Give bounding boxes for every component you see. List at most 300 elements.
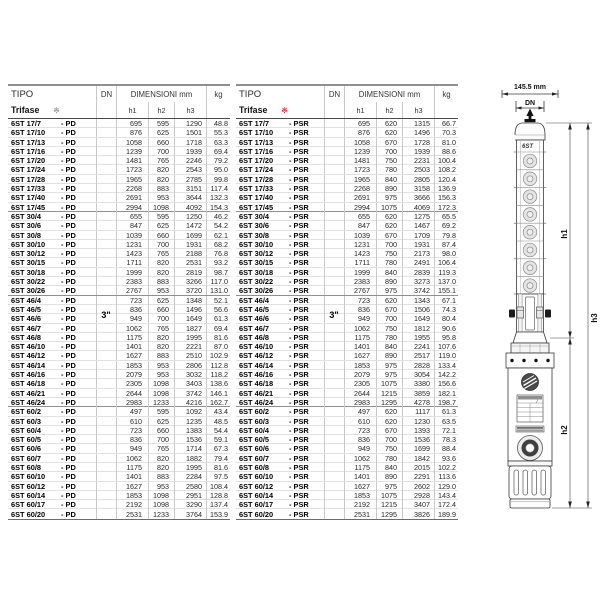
h3-cell: 2231 bbox=[402, 156, 434, 165]
dn-cell bbox=[324, 212, 344, 221]
h1-cell: 723 bbox=[116, 426, 148, 435]
h3-cell: 1995 bbox=[174, 463, 206, 472]
psr-dimension-table bbox=[236, 84, 458, 520]
dn-cell bbox=[324, 426, 344, 435]
h2-cell: 1215 bbox=[376, 500, 402, 509]
h1-cell: 2268 bbox=[344, 184, 376, 193]
kg-cell: 63.5 bbox=[434, 417, 458, 426]
h1-cell: 1853 bbox=[344, 491, 376, 500]
table-row bbox=[8, 324, 230, 333]
h3-cell: 1995 bbox=[174, 333, 206, 342]
table-row bbox=[236, 370, 458, 379]
h3-cell: 3290 bbox=[174, 500, 206, 509]
h3-cell: 2805 bbox=[402, 175, 434, 184]
type-cell: 6ST 17/10 - PSR bbox=[239, 128, 309, 138]
dn-cell bbox=[324, 128, 344, 137]
h3-cell: 3720 bbox=[174, 286, 206, 295]
h2-cell: 1075 bbox=[376, 379, 402, 388]
h3-cell: 4092 bbox=[174, 203, 206, 212]
kg-cell: 132.3 bbox=[206, 193, 230, 202]
h2-cell: 750 bbox=[376, 249, 402, 258]
h2-cell: 765 bbox=[148, 324, 174, 333]
dn-cell bbox=[96, 240, 116, 249]
type-cell: 6ST 60/7 - PSR bbox=[239, 453, 309, 463]
h3-cell: 1931 bbox=[402, 240, 434, 249]
column-header-kg: kg bbox=[206, 86, 230, 102]
h1-cell: 1481 bbox=[344, 156, 376, 165]
h2-cell: 780 bbox=[376, 454, 402, 463]
type-cell: 6ST 60/17 - PD bbox=[11, 500, 76, 510]
h1-cell: 1481 bbox=[116, 156, 148, 165]
table-row bbox=[8, 500, 230, 509]
type-cell: 6ST 46/18 - PD bbox=[11, 379, 76, 389]
kg-cell: 48.5 bbox=[206, 417, 230, 426]
dn-cell bbox=[324, 156, 344, 165]
h1-cell: 949 bbox=[344, 444, 376, 453]
h1-cell: 2268 bbox=[116, 184, 148, 193]
type-cell: 6ST 17/20 - PSR bbox=[239, 156, 309, 166]
column-header-h1: h1 bbox=[116, 102, 148, 118]
h2-cell: 700 bbox=[148, 240, 174, 249]
h2-cell: 1098 bbox=[148, 500, 174, 509]
h3-cell: 3273 bbox=[402, 277, 434, 286]
kg-cell: 99.8 bbox=[206, 175, 230, 184]
table-row bbox=[236, 444, 458, 453]
h2-cell: 750 bbox=[376, 324, 402, 333]
h3-cell: 3859 bbox=[402, 389, 434, 398]
dn-cell bbox=[96, 221, 116, 230]
h2-cell: 975 bbox=[376, 482, 402, 491]
h1-cell: 2079 bbox=[344, 370, 376, 379]
dn-cell bbox=[324, 342, 344, 351]
h2-cell: 953 bbox=[148, 361, 174, 370]
h1-cell: 1062 bbox=[344, 454, 376, 463]
h3-cell: 1343 bbox=[402, 296, 434, 305]
type-cell: 6ST 46/5 - PD bbox=[11, 304, 76, 314]
h2-cell: 660 bbox=[148, 305, 174, 314]
h1-cell: 2767 bbox=[116, 286, 148, 295]
dn-cell bbox=[324, 165, 344, 174]
warning-label bbox=[516, 426, 544, 432]
kg-cell: 52.1 bbox=[206, 296, 230, 305]
h3-cell: 3742 bbox=[402, 286, 434, 295]
h1-cell: 1965 bbox=[116, 175, 148, 184]
dn-cell bbox=[324, 482, 344, 491]
type-cell: 6ST 17/40 - PD bbox=[11, 193, 76, 203]
table-row bbox=[236, 165, 458, 174]
h3-cell: 1955 bbox=[402, 333, 434, 342]
table-row bbox=[8, 351, 230, 360]
table-row bbox=[8, 509, 230, 518]
dn-cell bbox=[324, 203, 344, 212]
dn-cell bbox=[96, 212, 116, 221]
h3-cell: 2531 bbox=[174, 258, 206, 267]
dn-cell bbox=[96, 147, 116, 156]
type-cell: 6ST 60/7 - PD bbox=[11, 453, 76, 463]
h2-cell: 765 bbox=[148, 156, 174, 165]
type-cell: 6ST 46/7 - PSR bbox=[239, 323, 309, 333]
kg-cell: 146.1 bbox=[206, 389, 230, 398]
h2-cell: 660 bbox=[148, 426, 174, 435]
type-cell: 6ST 60/8 - PD bbox=[11, 462, 76, 472]
h2-cell: 620 bbox=[376, 221, 402, 230]
type-cell: 6ST 30/18 - PSR bbox=[239, 267, 309, 277]
h3-cell: 1092 bbox=[174, 407, 206, 416]
kg-cell: 133.4 bbox=[434, 361, 458, 370]
dn-cell bbox=[96, 482, 116, 491]
type-cell: 6ST 46/4 - PD bbox=[11, 295, 76, 305]
h1-cell: 2531 bbox=[344, 509, 376, 518]
h3-cell: 3158 bbox=[402, 184, 434, 193]
h1-cell: 1627 bbox=[344, 482, 376, 491]
kg-cell: 102.2 bbox=[434, 463, 458, 472]
kg-cell: 98.0 bbox=[434, 249, 458, 258]
h3-cell: 3032 bbox=[174, 370, 206, 379]
type-cell: 6ST 17/13 - PD bbox=[11, 137, 76, 147]
dn-cell bbox=[324, 175, 344, 184]
kg-cell: 79.8 bbox=[434, 231, 458, 240]
kg-cell: 138.6 bbox=[206, 379, 230, 388]
h3-cell: 1117 bbox=[402, 407, 434, 416]
dn-cell bbox=[96, 333, 116, 342]
h3-cell: 2173 bbox=[402, 249, 434, 258]
footnote-symbol-red: ※ bbox=[281, 106, 288, 115]
dn-cell bbox=[324, 193, 344, 202]
h3-cell: 1939 bbox=[174, 147, 206, 156]
dn-cell bbox=[96, 156, 116, 165]
h3-cell: 2284 bbox=[174, 472, 206, 481]
h3-cell: 1235 bbox=[174, 417, 206, 426]
h3-label: h3 bbox=[590, 313, 599, 323]
h1-cell: 876 bbox=[344, 128, 376, 137]
table-row bbox=[236, 147, 458, 156]
nameplate bbox=[517, 395, 543, 422]
h2-cell: 953 bbox=[148, 193, 174, 202]
kg-cell: 120.4 bbox=[434, 175, 458, 184]
table-body bbox=[8, 119, 230, 519]
dn-cell bbox=[96, 296, 116, 305]
h2-cell: 620 bbox=[376, 128, 402, 137]
kg-cell: 80.4 bbox=[434, 314, 458, 323]
dn-cell bbox=[324, 444, 344, 453]
table-row bbox=[8, 407, 230, 416]
table-row bbox=[8, 361, 230, 370]
h3-cell: 3826 bbox=[402, 509, 434, 518]
h1-cell: 1401 bbox=[344, 342, 376, 351]
dn-cell bbox=[96, 128, 116, 137]
column-header-h3: h3 bbox=[174, 102, 206, 118]
kg-cell: 117.4 bbox=[206, 184, 230, 193]
h1-cell: 1401 bbox=[116, 472, 148, 481]
type-cell: 6ST 60/10 - PD bbox=[11, 472, 76, 482]
table-row bbox=[8, 231, 230, 240]
h1-cell: 1965 bbox=[344, 175, 376, 184]
h3-cell: 3666 bbox=[402, 193, 434, 202]
table-row bbox=[8, 138, 230, 147]
h2-cell: 625 bbox=[148, 296, 174, 305]
kg-cell: 62.1 bbox=[206, 231, 230, 240]
h1-cell: 1711 bbox=[344, 258, 376, 267]
h1-cell: 2994 bbox=[344, 203, 376, 212]
h2-label: h2 bbox=[560, 425, 569, 435]
dn-cell bbox=[324, 361, 344, 370]
h1-label: h1 bbox=[560, 229, 569, 239]
dn-cell bbox=[324, 435, 344, 444]
h1-cell: 2691 bbox=[344, 193, 376, 202]
dn-cell bbox=[324, 268, 344, 277]
h2-cell: 975 bbox=[376, 361, 402, 370]
h1-cell: 2983 bbox=[344, 398, 376, 407]
kg-cell: 137.0 bbox=[434, 277, 458, 286]
type-cell: 6ST 60/14 - PSR bbox=[239, 490, 309, 500]
h2-cell: 820 bbox=[148, 342, 174, 351]
h2-cell: 620 bbox=[376, 417, 402, 426]
kg-cell: 54.4 bbox=[206, 426, 230, 435]
h3-cell: 1496 bbox=[402, 128, 434, 137]
h2-cell: 1233 bbox=[148, 509, 174, 518]
kg-cell: 112.8 bbox=[206, 361, 230, 370]
h1-cell: 949 bbox=[116, 444, 148, 453]
h2-cell: 820 bbox=[148, 333, 174, 342]
table-row bbox=[8, 305, 230, 314]
type-cell: 6ST 46/14 - PD bbox=[11, 360, 76, 370]
h3-cell: 1827 bbox=[174, 324, 206, 333]
dn-cell bbox=[324, 258, 344, 267]
h2-cell: 1098 bbox=[148, 203, 174, 212]
kg-cell: 93.6 bbox=[434, 454, 458, 463]
h2-cell: 700 bbox=[376, 147, 402, 156]
dn-cell bbox=[96, 258, 116, 267]
h3-cell: 2828 bbox=[402, 361, 434, 370]
h1-cell: 497 bbox=[116, 407, 148, 416]
h3-cell: 1506 bbox=[402, 305, 434, 314]
h2-cell: 625 bbox=[148, 128, 174, 137]
h1-cell: 1058 bbox=[344, 138, 376, 147]
h3-cell: 4278 bbox=[402, 398, 434, 407]
kg-cell: 119.3 bbox=[434, 268, 458, 277]
table-row bbox=[236, 324, 458, 333]
h1-cell: 1175 bbox=[344, 333, 376, 342]
type-cell: 6ST 60/10 - PSR bbox=[239, 472, 309, 482]
kg-cell: 55.3 bbox=[206, 128, 230, 137]
dn-cell bbox=[96, 389, 116, 398]
table-row bbox=[8, 417, 230, 426]
dn-cell bbox=[96, 342, 116, 351]
h3-cell: 1348 bbox=[174, 296, 206, 305]
h3-cell: 2491 bbox=[402, 258, 434, 267]
kg-cell: 172.4 bbox=[434, 500, 458, 509]
type-cell: 6ST 30/22 - PSR bbox=[239, 277, 309, 287]
h1-cell: 1853 bbox=[116, 491, 148, 500]
h2-cell: 700 bbox=[148, 435, 174, 444]
h1-cell: 2691 bbox=[116, 193, 148, 202]
type-cell: 6ST 30/22 - PD bbox=[11, 277, 76, 287]
h3-cell: 3380 bbox=[402, 379, 434, 388]
table-row bbox=[8, 258, 230, 267]
kg-cell: 137.4 bbox=[206, 500, 230, 509]
kg-cell: 93.2 bbox=[206, 258, 230, 267]
h3-cell: 3054 bbox=[402, 370, 434, 379]
dn-cell bbox=[96, 361, 116, 370]
type-cell: 6ST 46/10 - PSR bbox=[239, 342, 309, 352]
h2-cell: 700 bbox=[376, 240, 402, 249]
h2-cell: 883 bbox=[148, 472, 174, 481]
table-row bbox=[8, 379, 230, 388]
kg-cell: 48.8 bbox=[206, 119, 230, 128]
type-cell: 6ST 46/14 - PSR bbox=[239, 360, 309, 370]
type-cell: 6ST 60/4 - PSR bbox=[239, 425, 309, 435]
h3-cell: 4216 bbox=[174, 398, 206, 407]
kg-cell: 87.4 bbox=[434, 240, 458, 249]
dn-cell bbox=[96, 472, 116, 481]
h1-cell: 1239 bbox=[344, 147, 376, 156]
table-row bbox=[8, 128, 230, 137]
type-cell: 6ST 30/15 - PD bbox=[11, 258, 76, 268]
h2-cell: 595 bbox=[148, 119, 174, 128]
table-row bbox=[236, 342, 458, 351]
h2-cell: 765 bbox=[148, 249, 174, 258]
type-cell: 6ST 17/28 - PSR bbox=[239, 174, 309, 184]
h2-cell: 1215 bbox=[376, 389, 402, 398]
h3-cell: 1882 bbox=[174, 454, 206, 463]
type-cell: 6ST 30/8 - PSR bbox=[239, 230, 309, 240]
h3-cell: 2580 bbox=[174, 482, 206, 491]
h3-cell: 1472 bbox=[174, 221, 206, 230]
h3-cell: 1931 bbox=[174, 240, 206, 249]
table-row bbox=[8, 175, 230, 184]
h1-cell: 1039 bbox=[116, 231, 148, 240]
h1-cell: 1999 bbox=[344, 268, 376, 277]
h2-cell: 780 bbox=[376, 333, 402, 342]
h3-cell: 1699 bbox=[402, 444, 434, 453]
dn-cell bbox=[96, 370, 116, 379]
h3-cell: 1939 bbox=[402, 147, 434, 156]
h1-cell: 655 bbox=[344, 212, 376, 221]
h2-cell: 620 bbox=[376, 212, 402, 221]
table-row bbox=[8, 454, 230, 463]
kg-cell: 142.2 bbox=[434, 370, 458, 379]
kg-cell: 113.6 bbox=[434, 472, 458, 481]
kg-cell: 61.3 bbox=[434, 407, 458, 416]
h1-cell: 2192 bbox=[344, 500, 376, 509]
table-row bbox=[236, 277, 458, 286]
dn-cell bbox=[324, 454, 344, 463]
table-body bbox=[236, 119, 458, 519]
h2-cell: 1295 bbox=[376, 398, 402, 407]
column-header-dimensioni: DIMENSIONI mm bbox=[344, 86, 434, 102]
kg-cell: 54.2 bbox=[206, 221, 230, 230]
type-cell: 6ST 60/3 - PSR bbox=[239, 416, 309, 426]
dimension-h1 bbox=[560, 123, 572, 338]
dn-cell bbox=[324, 370, 344, 379]
type-cell: 6ST 17/7 - PD bbox=[11, 119, 76, 128]
h2-cell: 1233 bbox=[148, 398, 174, 407]
kg-cell: 67.3 bbox=[206, 444, 230, 453]
h2-cell: 620 bbox=[376, 296, 402, 305]
h3-cell: 3742 bbox=[174, 389, 206, 398]
type-cell: 6ST 60/20 - PSR bbox=[239, 509, 309, 519]
h3-cell: 1699 bbox=[174, 231, 206, 240]
h3-cell: 1649 bbox=[174, 314, 206, 323]
h2-cell: 953 bbox=[148, 286, 174, 295]
table-row bbox=[8, 314, 230, 323]
dn-cell bbox=[324, 277, 344, 286]
h3-cell: 1536 bbox=[402, 435, 434, 444]
table-row bbox=[8, 212, 230, 221]
dn-cell bbox=[324, 324, 344, 333]
dn-cell bbox=[96, 379, 116, 388]
dn-cell bbox=[96, 175, 116, 184]
kg-cell: 88.4 bbox=[434, 444, 458, 453]
h2-cell: 700 bbox=[148, 314, 174, 323]
h1-cell: 836 bbox=[116, 435, 148, 444]
table-row bbox=[236, 509, 458, 518]
h2-cell: 975 bbox=[376, 193, 402, 202]
kg-cell: 172.3 bbox=[434, 203, 458, 212]
dn-cell bbox=[96, 407, 116, 416]
h2-cell: 765 bbox=[148, 444, 174, 453]
type-cell: 6ST 30/15 - PSR bbox=[239, 258, 309, 268]
h2-cell: 620 bbox=[376, 407, 402, 416]
h1-cell: 1723 bbox=[116, 165, 148, 174]
h3-cell: 1230 bbox=[402, 417, 434, 426]
h3-cell: 2517 bbox=[402, 351, 434, 360]
type-cell: 6ST 46/12 - PSR bbox=[239, 351, 309, 361]
h2-cell: 625 bbox=[148, 221, 174, 230]
dn-cell bbox=[96, 119, 116, 128]
type-cell: 6ST 17/16 - PD bbox=[11, 146, 76, 156]
h2-cell: 1098 bbox=[148, 379, 174, 388]
dimension-h2 bbox=[560, 338, 572, 508]
side-clip-left bbox=[509, 310, 515, 318]
table-row bbox=[236, 351, 458, 360]
h1-cell: 723 bbox=[344, 296, 376, 305]
kg-cell: 68.2 bbox=[206, 240, 230, 249]
h1-cell: 2644 bbox=[116, 389, 148, 398]
h2-cell: 840 bbox=[376, 268, 402, 277]
table-row bbox=[236, 193, 458, 202]
table-row bbox=[236, 212, 458, 221]
type-cell: 6ST 46/21 - PSR bbox=[239, 388, 309, 398]
column-header-h1: h1 bbox=[344, 102, 376, 118]
h3-cell: 1501 bbox=[174, 128, 206, 137]
h1-cell: 1999 bbox=[116, 268, 148, 277]
dn-cell bbox=[96, 184, 116, 193]
h1-cell: 695 bbox=[116, 119, 148, 128]
h3-cell: 3407 bbox=[402, 500, 434, 509]
type-cell: 6ST 60/6 - PD bbox=[11, 444, 76, 454]
table-row bbox=[236, 221, 458, 230]
dn-cell bbox=[324, 147, 344, 156]
dimension-h3 bbox=[586, 123, 599, 508]
kg-cell: 198.7 bbox=[434, 398, 458, 407]
kg-cell: 118.2 bbox=[206, 370, 230, 379]
kg-cell: 56.6 bbox=[206, 305, 230, 314]
h2-cell: 620 bbox=[376, 119, 402, 128]
type-cell: 6ST 17/24 - PSR bbox=[239, 165, 309, 175]
h1-cell: 847 bbox=[344, 221, 376, 230]
table-row bbox=[8, 165, 230, 174]
dn-cell bbox=[324, 509, 344, 518]
h1-cell: 2983 bbox=[116, 398, 148, 407]
h3-cell: 1383 bbox=[174, 426, 206, 435]
type-cell: 6ST 60/4 - PD bbox=[11, 425, 76, 435]
h2-cell: 890 bbox=[376, 277, 402, 286]
h1-cell: 723 bbox=[344, 426, 376, 435]
table-row bbox=[236, 128, 458, 137]
dn-cell bbox=[324, 463, 344, 472]
kg-cell: 61.3 bbox=[206, 314, 230, 323]
